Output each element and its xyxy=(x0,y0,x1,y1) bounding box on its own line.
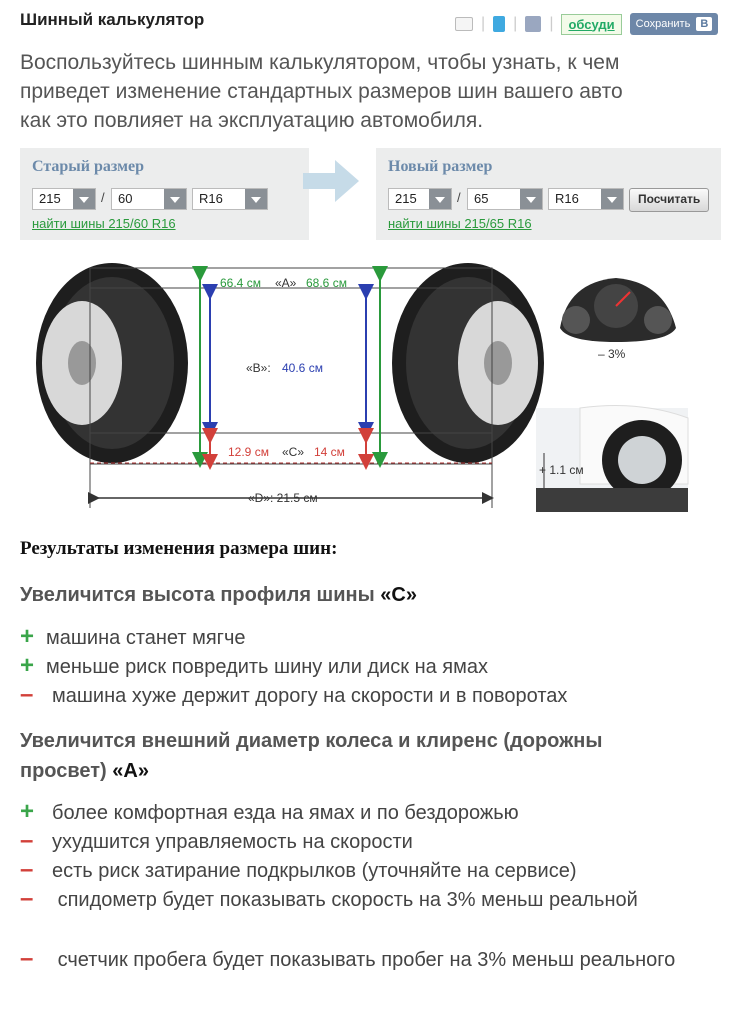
a-label: «A» xyxy=(275,276,297,290)
plus-icon: + xyxy=(20,623,35,650)
plus-icon: + xyxy=(20,652,35,679)
new-profile-select[interactable]: 65 xyxy=(467,188,543,210)
divider: | xyxy=(481,15,486,32)
intro-line: приведет изменение стандартных размеров шин вашего авто xyxy=(20,80,623,103)
b-label: «B»: xyxy=(246,361,271,375)
chevron-down-icon xyxy=(245,189,267,209)
section2-tag: «A» xyxy=(112,760,149,782)
new-size-panel xyxy=(376,148,721,240)
slash: / xyxy=(457,190,461,205)
list-item: + более комфортная езда на ямах и по бездорожью xyxy=(20,798,519,825)
chevron-down-icon xyxy=(73,189,95,209)
chevron-down-icon xyxy=(164,189,186,209)
section1-tag: «C» xyxy=(380,584,417,606)
tire-diagram xyxy=(20,258,720,518)
share-bar xyxy=(455,12,718,36)
results-heading: Результаты изменения размера шин: xyxy=(20,538,338,559)
intro-line: как это повлияет на эксплуатацию автомобиля. xyxy=(20,109,484,132)
d-label: «D»: 21.5 см xyxy=(248,491,318,505)
save-label: Сохранить xyxy=(635,18,691,30)
a-old-value: 66.4 см xyxy=(220,276,261,290)
old-rim-select[interactable]: R16 xyxy=(192,188,268,210)
c-new-value: 14 см xyxy=(314,445,345,459)
new-rim-select[interactable]: R16 xyxy=(548,188,624,210)
slash: / xyxy=(101,190,105,205)
intro-line: Воспользуйтесь шинным калькулятором, чтобы узнать, к чем xyxy=(20,51,620,74)
a-new-value: 68.6 см xyxy=(306,276,347,290)
new-size-title: Новый размер xyxy=(388,158,493,175)
new-width-select[interactable]: 215 xyxy=(388,188,452,210)
speedometer-delta: – 3% xyxy=(598,347,626,361)
divider: | xyxy=(549,15,554,32)
calculate-button[interactable]: Посчитать xyxy=(629,188,709,212)
list-item: – машина хуже держит дорогу на скорости и в поворотах xyxy=(20,681,568,708)
discuss-button[interactable]: обсуди xyxy=(561,14,621,35)
save-button[interactable] xyxy=(630,13,719,35)
divider: | xyxy=(513,15,518,32)
plus-icon: + xyxy=(20,798,35,825)
minus-icon: – xyxy=(20,827,34,854)
list-item: + машина станет мягче xyxy=(20,623,246,650)
new-size-link[interactable]: найти шины 215/65 R16 xyxy=(388,216,532,231)
intro-text xyxy=(20,48,740,135)
section1-title: Увеличится высота профиля шины «C» xyxy=(20,584,417,606)
list-item: – есть риск затирание подкрылков (уточняйте на сервисе) xyxy=(20,856,577,883)
minus-icon: – xyxy=(20,681,34,708)
b-value: 40.6 см xyxy=(282,361,323,375)
list-item: – спидометр будет показывать скорость на 3% меньш реальной xyxy=(20,885,638,912)
minus-icon: – xyxy=(20,885,34,912)
old-size-title: Старый размер xyxy=(32,158,145,175)
page-title: Шинный калькулятор xyxy=(20,10,205,29)
chevron-down-icon xyxy=(429,189,451,209)
speedometer-icon xyxy=(560,278,676,342)
list-item: – ухудшится управляемость на скорости xyxy=(20,827,413,854)
car-clearance-image xyxy=(536,406,688,512)
old-size-panel xyxy=(20,148,309,240)
clearance-delta: + 1.1 см xyxy=(539,463,584,477)
old-width-select[interactable]: 215 xyxy=(32,188,96,210)
c-old-value: 12.9 см xyxy=(228,445,269,459)
mail-icon[interactable] xyxy=(455,17,473,31)
vk-icon: В xyxy=(696,17,712,31)
arrow-right-icon xyxy=(303,160,359,202)
old-size-link[interactable]: найти шины 215/60 R16 xyxy=(32,216,176,231)
minus-icon: – xyxy=(20,945,34,972)
facebook-icon[interactable] xyxy=(525,16,541,32)
twitter-icon[interactable] xyxy=(493,16,505,32)
old-profile-select[interactable]: 60 xyxy=(111,188,187,210)
chevron-down-icon xyxy=(520,189,542,209)
c-label: «C» xyxy=(282,445,305,459)
chevron-down-icon xyxy=(601,189,623,209)
list-item: – счетчик пробега будет показывать пробег на 3% меньш реального xyxy=(20,945,676,972)
list-item: + меньше риск повредить шину или диск на ямах xyxy=(20,652,488,679)
section2-title: Увеличится внешний диаметр колеса и клиренс (дорожны просвет) «A» xyxy=(20,730,603,782)
minus-icon: – xyxy=(20,856,34,883)
